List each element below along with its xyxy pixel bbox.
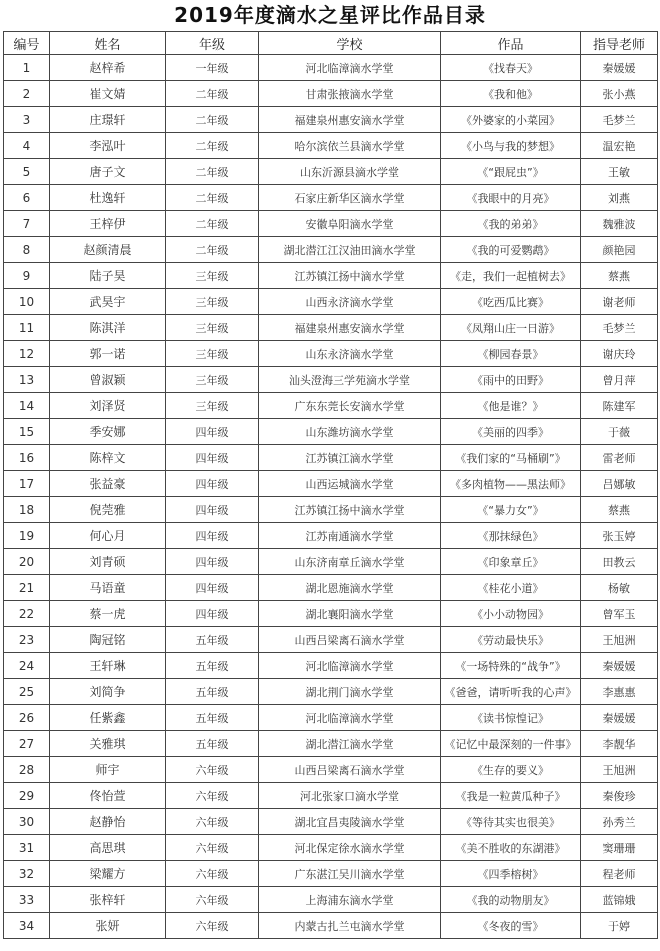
cell-student-name: 蔡一虎 xyxy=(50,601,166,627)
cell-number: 22 xyxy=(4,601,50,627)
table-row xyxy=(4,367,658,393)
cell-number: 21 xyxy=(4,575,50,601)
cell-grade: 三年级 xyxy=(166,341,259,367)
cell-student-name: 王轩琳 xyxy=(50,653,166,679)
cell-school: 湖北潜江滴水学堂 xyxy=(259,731,441,757)
cell-teacher: 秦媛媛 xyxy=(581,653,658,679)
cell-grade: 六年级 xyxy=(166,835,259,861)
table-header-row xyxy=(4,32,658,55)
cell-grade: 五年级 xyxy=(166,705,259,731)
table-row xyxy=(4,289,658,315)
table-row xyxy=(4,835,658,861)
cell-work-title: 《读书惊惶记》 xyxy=(441,705,581,731)
table-row xyxy=(4,55,658,81)
cell-number: 5 xyxy=(4,159,50,185)
cell-work-title: 《记忆中最深刻的一件事》 xyxy=(441,731,581,757)
cell-work-title: 《那抹绿色》 xyxy=(441,523,581,549)
cell-school: 河北临漳滴水学堂 xyxy=(259,705,441,731)
cell-work-title: 《我和他》 xyxy=(441,81,581,107)
cell-number: 11 xyxy=(4,315,50,341)
header-name: 姓名 xyxy=(50,32,166,55)
cell-school: 湖北宜昌夷陵滴水学堂 xyxy=(259,809,441,835)
cell-grade: 六年级 xyxy=(166,757,259,783)
cell-work-title: 《爸爸，请听听我的心声》 xyxy=(441,679,581,705)
cell-student-name: 崔文婧 xyxy=(50,81,166,107)
cell-work-title: 《我的弟弟》 xyxy=(441,211,581,237)
cell-school: 湖北恩施滴水学堂 xyxy=(259,575,441,601)
cell-school: 山西永济滴水学堂 xyxy=(259,289,441,315)
cell-teacher: 毛梦兰 xyxy=(581,315,658,341)
table-row xyxy=(4,783,658,809)
cell-grade: 二年级 xyxy=(166,211,259,237)
cell-work-title: 《外婆家的小菜园》 xyxy=(441,107,581,133)
cell-work-title: 《美不胜收的东湖港》 xyxy=(441,835,581,861)
cell-number: 19 xyxy=(4,523,50,549)
cell-student-name: 梁耀方 xyxy=(50,861,166,887)
cell-school: 河北临漳滴水学堂 xyxy=(259,55,441,81)
cell-school: 石家庄新华区滴水学堂 xyxy=(259,185,441,211)
cell-grade: 四年级 xyxy=(166,575,259,601)
cell-student-name: 佟怡萱 xyxy=(50,783,166,809)
cell-teacher: 张小燕 xyxy=(581,81,658,107)
cell-number: 17 xyxy=(4,471,50,497)
cell-teacher: 杨敏 xyxy=(581,575,658,601)
cell-student-name: 倪莞雅 xyxy=(50,497,166,523)
cell-school: 河北张家口滴水学堂 xyxy=(259,783,441,809)
cell-teacher: 王敏 xyxy=(581,159,658,185)
table-row xyxy=(4,679,658,705)
cell-number: 34 xyxy=(4,913,50,939)
cell-grade: 四年级 xyxy=(166,549,259,575)
cell-work-title: 《他是谁？》 xyxy=(441,393,581,419)
cell-teacher: 毛梦兰 xyxy=(581,107,658,133)
table-row xyxy=(4,913,658,939)
header-grade: 年级 xyxy=(166,32,259,55)
cell-grade: 五年级 xyxy=(166,731,259,757)
cell-grade: 四年级 xyxy=(166,523,259,549)
cell-work-title: 《小小动物园》 xyxy=(441,601,581,627)
cell-work-title: 《我们家的“马桶刷”》 xyxy=(441,445,581,471)
cell-grade: 三年级 xyxy=(166,393,259,419)
cell-school: 湖北襄阳滴水学堂 xyxy=(259,601,441,627)
cell-number: 13 xyxy=(4,367,50,393)
cell-number: 26 xyxy=(4,705,50,731)
table-row xyxy=(4,705,658,731)
cell-work-title: 《一场特殊的“战争”》 xyxy=(441,653,581,679)
cell-teacher: 颜艳园 xyxy=(581,237,658,263)
cell-number: 18 xyxy=(4,497,50,523)
cell-teacher: 陈建军 xyxy=(581,393,658,419)
cell-student-name: 关雅琪 xyxy=(50,731,166,757)
table-row xyxy=(4,107,658,133)
cell-grade: 一年级 xyxy=(166,55,259,81)
cell-number: 14 xyxy=(4,393,50,419)
cell-school: 山东济南章丘滴水学堂 xyxy=(259,549,441,575)
table-row xyxy=(4,471,658,497)
cell-work-title: 《走，我们一起植树去》 xyxy=(441,263,581,289)
cell-number: 3 xyxy=(4,107,50,133)
table-row xyxy=(4,497,658,523)
table-row xyxy=(4,445,658,471)
table-row xyxy=(4,601,658,627)
cell-work-title: 《桂花小道》 xyxy=(441,575,581,601)
cell-grade: 六年级 xyxy=(166,861,259,887)
cell-student-name: 师宇 xyxy=(50,757,166,783)
cell-grade: 五年级 xyxy=(166,627,259,653)
cell-number: 20 xyxy=(4,549,50,575)
cell-student-name: 杜逸轩 xyxy=(50,185,166,211)
cell-grade: 六年级 xyxy=(166,887,259,913)
cell-teacher: 秦媛媛 xyxy=(581,705,658,731)
cell-student-name: 张梓轩 xyxy=(50,887,166,913)
cell-school: 汕头澄海三学苑滴水学堂 xyxy=(259,367,441,393)
cell-teacher: 王旭洲 xyxy=(581,757,658,783)
cell-school: 河北临漳滴水学堂 xyxy=(259,653,441,679)
cell-work-title: 《我的动物朋友》 xyxy=(441,887,581,913)
cell-number: 6 xyxy=(4,185,50,211)
cell-number: 2 xyxy=(4,81,50,107)
cell-school: 河北保定徐水滴水学堂 xyxy=(259,835,441,861)
cell-teacher: 秦俊珍 xyxy=(581,783,658,809)
cell-number: 30 xyxy=(4,809,50,835)
cell-student-name: 赵梓希 xyxy=(50,55,166,81)
cell-student-name: 刘泽贤 xyxy=(50,393,166,419)
table-row xyxy=(4,393,658,419)
table-row xyxy=(4,731,658,757)
cell-work-title: 《“暴力女”》 xyxy=(441,497,581,523)
table-row xyxy=(4,887,658,913)
cell-school: 上海浦东滴水学堂 xyxy=(259,887,441,913)
cell-number: 15 xyxy=(4,419,50,445)
cell-school: 江苏镇江扬中滴水学堂 xyxy=(259,263,441,289)
cell-number: 32 xyxy=(4,861,50,887)
cell-work-title: 《四季榕树》 xyxy=(441,861,581,887)
header-school: 学校 xyxy=(259,32,441,55)
cell-student-name: 武昊宇 xyxy=(50,289,166,315)
cell-school: 福建泉州惠安滴水学堂 xyxy=(259,107,441,133)
cell-work-title: 《多肉植物——黑法师》 xyxy=(441,471,581,497)
table-row xyxy=(4,133,658,159)
cell-number: 16 xyxy=(4,445,50,471)
cell-student-name: 陈梓文 xyxy=(50,445,166,471)
cell-teacher: 蔡燕 xyxy=(581,263,658,289)
table-row xyxy=(4,185,658,211)
cell-teacher: 曾月萍 xyxy=(581,367,658,393)
cell-school: 福建泉州惠安滴水学堂 xyxy=(259,315,441,341)
cell-student-name: 郭一诺 xyxy=(50,341,166,367)
table-row xyxy=(4,575,658,601)
cell-teacher: 王旭洲 xyxy=(581,627,658,653)
cell-teacher: 吕娜敏 xyxy=(581,471,658,497)
table-row xyxy=(4,549,658,575)
cell-grade: 六年级 xyxy=(166,783,259,809)
cell-grade: 三年级 xyxy=(166,315,259,341)
table-row xyxy=(4,523,658,549)
cell-student-name: 张妍 xyxy=(50,913,166,939)
cell-grade: 三年级 xyxy=(166,289,259,315)
cell-number: 8 xyxy=(4,237,50,263)
cell-student-name: 陈淇洋 xyxy=(50,315,166,341)
cell-work-title: 《劳动最快乐》 xyxy=(441,627,581,653)
cell-student-name: 唐子文 xyxy=(50,159,166,185)
cell-number: 27 xyxy=(4,731,50,757)
cell-number: 24 xyxy=(4,653,50,679)
cell-school: 安徽阜阳滴水学堂 xyxy=(259,211,441,237)
cell-student-name: 季安娜 xyxy=(50,419,166,445)
cell-grade: 四年级 xyxy=(166,419,259,445)
cell-grade: 五年级 xyxy=(166,679,259,705)
cell-student-name: 王梓伊 xyxy=(50,211,166,237)
cell-teacher: 温宏艳 xyxy=(581,133,658,159)
cell-school: 江苏镇江扬中滴水学堂 xyxy=(259,497,441,523)
header-work: 作品 xyxy=(441,32,581,55)
cell-teacher: 李靓华 xyxy=(581,731,658,757)
cell-school: 广东湛江吴川滴水学堂 xyxy=(259,861,441,887)
cell-grade: 二年级 xyxy=(166,185,259,211)
cell-student-name: 李泓叶 xyxy=(50,133,166,159)
cell-work-title: 《找春天》 xyxy=(441,55,581,81)
cell-student-name: 陆子昊 xyxy=(50,263,166,289)
cell-student-name: 刘青硕 xyxy=(50,549,166,575)
cell-teacher: 窦珊珊 xyxy=(581,835,658,861)
cell-grade: 四年级 xyxy=(166,601,259,627)
cell-student-name: 赵颜清晨 xyxy=(50,237,166,263)
cell-work-title: 《柳园春景》 xyxy=(441,341,581,367)
cell-work-title: 《冬夜的雪》 xyxy=(441,913,581,939)
cell-work-title: 《等待其实也很美》 xyxy=(441,809,581,835)
cell-student-name: 陶冠铭 xyxy=(50,627,166,653)
cell-work-title: 《印象章丘》 xyxy=(441,549,581,575)
header-number: 编号 xyxy=(4,32,50,55)
cell-grade: 二年级 xyxy=(166,159,259,185)
cell-teacher: 曾军玉 xyxy=(581,601,658,627)
cell-work-title: 《我的可爱鹦鹉》 xyxy=(441,237,581,263)
cell-number: 25 xyxy=(4,679,50,705)
cell-school: 山西吕梁离石滴水学堂 xyxy=(259,757,441,783)
table-row xyxy=(4,653,658,679)
table-row xyxy=(4,263,658,289)
cell-teacher: 程老师 xyxy=(581,861,658,887)
cell-number: 10 xyxy=(4,289,50,315)
cell-number: 33 xyxy=(4,887,50,913)
header-teacher: 指导老师 xyxy=(581,32,658,55)
cell-work-title: 《我是一粒黄瓜种子》 xyxy=(441,783,581,809)
cell-school: 江苏镇江滴水学堂 xyxy=(259,445,441,471)
table-row xyxy=(4,627,658,653)
cell-number: 7 xyxy=(4,211,50,237)
cell-school: 甘肃张掖滴水学堂 xyxy=(259,81,441,107)
cell-school: 山东潍坊滴水学堂 xyxy=(259,419,441,445)
cell-teacher: 蓝锦娥 xyxy=(581,887,658,913)
cell-grade: 三年级 xyxy=(166,367,259,393)
document-title: 2019年度滴水之星评比作品目录 xyxy=(174,3,486,27)
cell-teacher: 蔡燕 xyxy=(581,497,658,523)
cell-number: 1 xyxy=(4,55,50,81)
cell-work-title: 《吃西瓜比赛》 xyxy=(441,289,581,315)
cell-number: 9 xyxy=(4,263,50,289)
cell-teacher: 谢老师 xyxy=(581,289,658,315)
cell-teacher: 田教云 xyxy=(581,549,658,575)
cell-work-title: 《雨中的田野》 xyxy=(441,367,581,393)
table-row xyxy=(4,159,658,185)
cell-work-title: 《美丽的四季》 xyxy=(441,419,581,445)
cell-student-name: 庄璟轩 xyxy=(50,107,166,133)
cell-number: 29 xyxy=(4,783,50,809)
cell-grade: 二年级 xyxy=(166,81,259,107)
cell-work-title: 《小鸟与我的梦想》 xyxy=(441,133,581,159)
cell-student-name: 马语童 xyxy=(50,575,166,601)
table-row xyxy=(4,237,658,263)
cell-number: 23 xyxy=(4,627,50,653)
cell-teacher: 刘燕 xyxy=(581,185,658,211)
cell-teacher: 张玉婷 xyxy=(581,523,658,549)
cell-work-title: 《生存的要义》 xyxy=(441,757,581,783)
cell-student-name: 刘简争 xyxy=(50,679,166,705)
cell-school: 山西运城滴水学堂 xyxy=(259,471,441,497)
cell-school: 山东永济滴水学堂 xyxy=(259,341,441,367)
cell-school: 山西吕梁离石滴水学堂 xyxy=(259,627,441,653)
cell-work-title: 《凤翔山庄一日游》 xyxy=(441,315,581,341)
table-row xyxy=(4,81,658,107)
cell-grade: 三年级 xyxy=(166,263,259,289)
cell-grade: 二年级 xyxy=(166,237,259,263)
cell-grade: 四年级 xyxy=(166,471,259,497)
cell-grade: 二年级 xyxy=(166,133,259,159)
cell-teacher: 孙秀兰 xyxy=(581,809,658,835)
cell-teacher: 于婷 xyxy=(581,913,658,939)
works-table xyxy=(3,31,658,939)
cell-teacher: 谢庆玲 xyxy=(581,341,658,367)
cell-number: 28 xyxy=(4,757,50,783)
cell-teacher: 李惠惠 xyxy=(581,679,658,705)
cell-school: 湖北潜江江汉油田滴水学堂 xyxy=(259,237,441,263)
cell-student-name: 张益豪 xyxy=(50,471,166,497)
cell-school: 山东沂源县滴水学堂 xyxy=(259,159,441,185)
cell-school: 湖北荆门滴水学堂 xyxy=(259,679,441,705)
cell-grade: 六年级 xyxy=(166,809,259,835)
table-row xyxy=(4,757,658,783)
cell-student-name: 何心月 xyxy=(50,523,166,549)
cell-school: 江苏南通滴水学堂 xyxy=(259,523,441,549)
table-row xyxy=(4,861,658,887)
cell-work-title: 《我眼中的月亮》 xyxy=(441,185,581,211)
cell-teacher: 秦媛媛 xyxy=(581,55,658,81)
cell-number: 12 xyxy=(4,341,50,367)
table-row xyxy=(4,419,658,445)
cell-number: 4 xyxy=(4,133,50,159)
table-body xyxy=(4,55,658,939)
cell-grade: 二年级 xyxy=(166,107,259,133)
cell-work-title: 《“跟屁虫”》 xyxy=(441,159,581,185)
cell-grade: 四年级 xyxy=(166,445,259,471)
cell-grade: 五年级 xyxy=(166,653,259,679)
cell-teacher: 雷老师 xyxy=(581,445,658,471)
cell-student-name: 赵静怡 xyxy=(50,809,166,835)
cell-student-name: 任紫鑫 xyxy=(50,705,166,731)
cell-teacher: 魏雅波 xyxy=(581,211,658,237)
cell-student-name: 曾淑颖 xyxy=(50,367,166,393)
table-row xyxy=(4,211,658,237)
cell-grade: 六年级 xyxy=(166,913,259,939)
cell-teacher: 于薇 xyxy=(581,419,658,445)
table-row xyxy=(4,315,658,341)
cell-school: 广东东莞长安滴水学堂 xyxy=(259,393,441,419)
cell-number: 31 xyxy=(4,835,50,861)
table-row xyxy=(4,809,658,835)
cell-school: 哈尔滨依兰县滴水学堂 xyxy=(259,133,441,159)
table-row xyxy=(4,341,658,367)
cell-grade: 四年级 xyxy=(166,497,259,523)
cell-student-name: 高思琪 xyxy=(50,835,166,861)
cell-school: 内蒙古扎兰屯滴水学堂 xyxy=(259,913,441,939)
